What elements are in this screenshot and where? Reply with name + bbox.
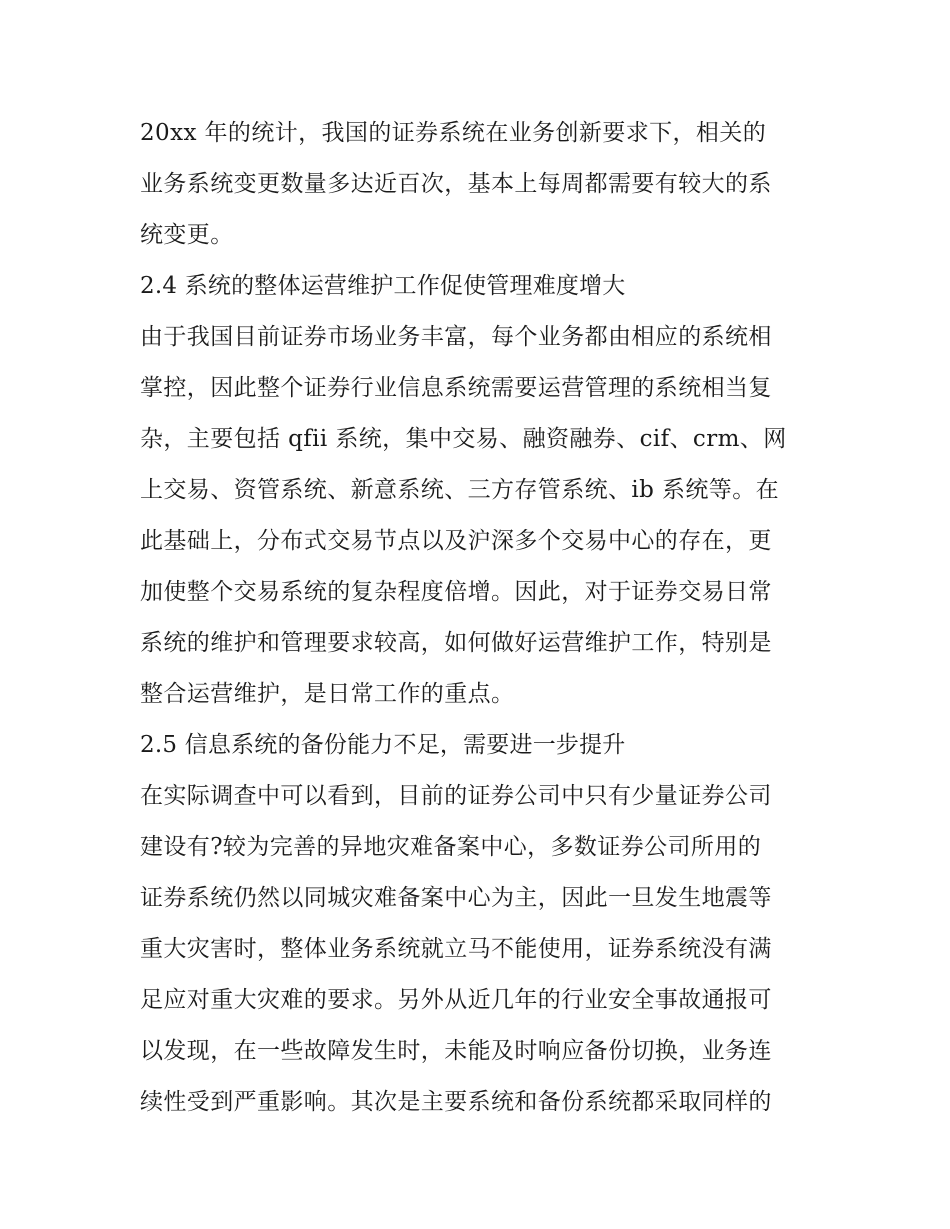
paragraph-line: 足应对重大灾难的要求。另外从近几年的行业安全事故通报可 [140,987,772,1013]
paragraph-line: 证券系统仍然以同城灾难备案中心为主，因此一旦发生地震等 [140,885,772,911]
paragraph-line: 业务系统变更数量多达近百次，基本上每周都需要有较大的系 [140,171,772,197]
paragraph-line: 此基础上，分布式交易节点以及沪深多个交易中心的存在，更 [140,528,772,554]
section-heading-2-4: 2.4 系统的整体运营维护工作促使管理难度增大 [140,273,626,299]
paragraph-line: 杂，主要包括 qfii 系统，集中交易、融资融券、cif、crm、网 [140,426,787,452]
paragraph-line: 在实际调查中可以看到，目前的证券公司中只有少量证券公司 [140,783,772,809]
paragraph-line: 重大灾害时，整体业务系统就立马不能使用，证券系统没有满 [140,936,772,962]
paragraph-line: 统变更。 [140,222,234,248]
paragraph-line: 掌控，因此整个证券行业信息系统需要运营管理的系统相当复 [140,375,772,401]
paragraph-line: 加使整个交易系统的复杂程度倍增。因此，对于证券交易日常 [140,579,772,605]
paragraph-line: 系统的维护和管理要求较高，如何做好运营维护工作，特别是 [140,630,772,656]
paragraph-line: 整合运营维护，是日常工作的重点。 [140,681,515,707]
document-body [140,108,820,1128]
paragraph-line: 由于我国目前证券市场业务丰富，每个业务都由相应的系统相 [140,324,772,350]
section-heading-2-5: 2.5 信息系统的备份能力不足，需要进一步提升 [140,732,626,758]
paragraph-line: 续性受到严重影响。其次是主要系统和备份系统都采取同样的 [140,1089,772,1115]
paragraph-line: 上交易、资管系统、新意系统、三方存管系统、ib 系统等。在 [140,477,779,503]
paragraph-line: 以发现，在一些故障发生时，未能及时响应备份切换，业务连 [140,1038,772,1064]
paragraph-line: 建设有?较为完善的异地灾难备案中心，多数证券公司所用的 [140,834,762,860]
paragraph-line: 20xx 年的统计，我国的证券系统在业务创新要求下，相关的 [140,120,767,146]
